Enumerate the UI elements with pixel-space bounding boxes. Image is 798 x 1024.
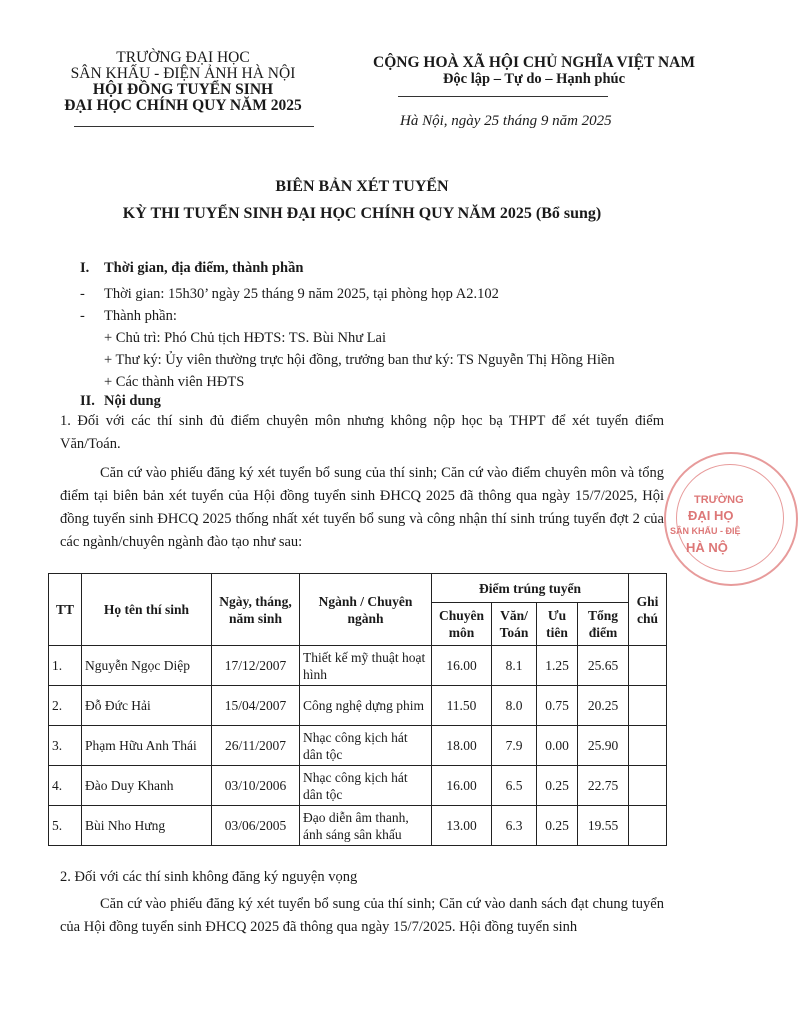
section-2-heading: Nội dung [104,393,161,409]
document-title: BIÊN BẢN XÉT TUYỂN [275,178,449,195]
cell-van-toan: 6.5 [492,766,537,806]
col-header-van-toan: Văn/ Toán [492,603,537,646]
cell-name: Đào Duy Khanh [82,766,212,806]
cell-van-toan: 7.9 [492,726,537,766]
col-header-note: Ghi chú [629,574,667,646]
issuer-program: ĐẠI HỌC CHÍNH QUY NĂM 2025 [64,97,302,114]
cell-name: Nguyễn Ngọc Diệp [82,646,212,686]
issuer-underline [74,126,314,127]
cell-tong-diem: 25.65 [578,646,629,686]
col-header-tt: TT [49,574,82,646]
cell-note [629,646,667,686]
seal-text: HÀ NỘ [686,540,728,555]
col-header-tong-diem: Tổng điểm [578,603,629,646]
cell-chuyen-mon: 16.00 [432,646,492,686]
cell-chuyen-mon: 16.00 [432,766,492,806]
cell-uu-tien: 0.00 [537,726,578,766]
cell-tt: 5. [49,806,82,846]
cell-tt: 1. [49,646,82,686]
bullet-dash: - [80,286,85,302]
cell-major: Công nghệ dựng phim [300,686,432,726]
cell-uu-tien: 0.25 [537,766,578,806]
cell-van-toan: 8.0 [492,686,537,726]
members-label: Thành phần: [104,308,177,324]
cell-note [629,806,667,846]
cell-van-toan: 8.1 [492,646,537,686]
cell-tong-diem: 19.55 [578,806,629,846]
national-motto: Độc lập – Tự do – Hạnh phúc [442,71,626,87]
issuer-council: HỘI ĐỒNG TUYỂN SINH [92,81,274,98]
cell-note [629,726,667,766]
cell-tong-diem: 25.90 [578,726,629,766]
member-others: + Các thành viên HĐTS [104,374,245,390]
col-header-uu-tien: Ưu tiên [537,603,578,646]
col-header-chuyen-mon: Chuyên môn [432,603,492,646]
issuer-school-name: SÂN KHẤU - ĐIỆN ẢNH HÀ NỘI [70,65,296,82]
paragraph-case-2: 2. Đối với các thí sinh không đăng ký nguyện vọng [60,869,358,885]
cell-dob: 15/04/2007 [212,686,300,726]
national-motto-block [345,54,723,88]
cell-dob: 03/06/2005 [212,806,300,846]
section-1-heading: Thời gian, địa điểm, thành phần [104,260,304,276]
seal-text: SÂN KHẤU - ĐIỆ [670,526,741,536]
cell-tt: 2. [49,686,82,726]
cell-tong-diem: 20.25 [578,686,629,726]
paragraph-case-2-basis: Căn cứ vào phiếu đăng ký xét tuyển bổ sung của thí sinh; Căn cứ vào danh sách đạt chung tuyển của Hội đồng tuyển sinh ĐHCQ 2025 đã thông qua ngày 15/7/2025. Hội đồng tuyển sinh [60,896,664,935]
document-subtitle: KỲ THI TUYỂN SINH ĐẠI HỌC CHÍNH QUY NĂM 2025 (Bổ sung) [122,205,602,222]
member-secretary: + Thư ký: Ủy viên thường trực hội đồng, trưởng ban thư ký: TS Nguyễn Thị Hồng Hiền [104,352,615,368]
table-row [49,726,667,766]
cell-tt: 4. [49,766,82,806]
cell-tt: 3. [49,726,82,766]
cell-dob: 03/10/2006 [212,766,300,806]
cell-uu-tien: 0.75 [537,686,578,726]
cell-dob: 17/12/2007 [212,646,300,686]
issuer-block [48,50,318,114]
cell-name: Phạm Hữu Anh Thái [82,726,212,766]
table-row [49,806,667,846]
cell-note [629,686,667,726]
cell-name: Đỗ Đức Hải [82,686,212,726]
table-row [49,646,667,686]
col-header-scores: Điểm trúng tuyển [432,574,629,603]
document-date: Hà Nội, ngày 25 tháng 9 năm 2025 [400,113,612,129]
paragraph-case-1: 1. Đối với các thí sinh đủ điểm chuyên môn nhưng không nộp học bạ THPT để xét tuyển điểm Văn/Toán. [60,413,664,452]
cell-name: Bùi Nho Hưng [82,806,212,846]
section-1-number: I. [80,260,90,276]
section-2-number: II. [80,393,95,409]
cell-uu-tien: 1.25 [537,646,578,686]
cell-major: Đạo diễn âm thanh, ánh sáng sân khấu [300,806,432,846]
seal-text: ĐẠI HỌ [688,508,734,523]
cell-uu-tien: 0.25 [537,806,578,846]
national-title: CỘNG HOÀ XÃ HỘI CHỦ NGHĨA VIỆT NAM [373,54,695,71]
cell-major: Nhạc công kịch hát dân tộc [300,766,432,806]
seal-text: TRƯỜNG [694,494,744,506]
cell-major: Nhạc công kịch hát dân tộc [300,726,432,766]
cell-note [629,766,667,806]
issuer-school: TRƯỜNG ĐẠI HỌC [116,49,250,66]
member-chair: + Chủ trì: Phó Chủ tịch HĐTS: TS. Bùi Như Lai [104,330,387,346]
admission-results-table [48,573,667,846]
paragraph-case-1-basis: Căn cứ vào phiếu đăng ký xét tuyển bổ sung của thí sinh; Căn cứ vào điểm chuyên môn và tổng điểm tại biên bản xét tuyển của Hội đồng tuyển sinh ĐHCQ 2025 đã thông qua ngày 15/7/2025, Hội đồng tuyển sinh ĐHCQ 2025 thống nhất xét tuyển bổ sung và công nhận thí sinh trúng tuyển đợt 2 của các ngành/chuyên ngành đào tạo như sau: [60,465,664,550]
col-header-name: Họ tên thí sinh [82,574,212,646]
cell-van-toan: 6.3 [492,806,537,846]
motto-underline [398,96,608,97]
col-header-major: Ngành / Chuyên ngành [300,574,432,646]
cell-major: Thiết kế mỹ thuật hoạt hình [300,646,432,686]
cell-tong-diem: 22.75 [578,766,629,806]
meeting-time: Thời gian: 15h30’ ngày 25 tháng 9 năm 2025, tại phòng họp A2.102 [104,286,499,302]
cell-dob: 26/11/2007 [212,726,300,766]
cell-chuyen-mon: 11.50 [432,686,492,726]
table-row [49,686,667,726]
cell-chuyen-mon: 13.00 [432,806,492,846]
table-header-row [49,574,667,603]
official-seal-stamp [664,452,798,586]
cell-chuyen-mon: 18.00 [432,726,492,766]
bullet-dash: - [80,308,85,324]
table-row [49,766,667,806]
col-header-dob: Ngày, tháng, năm sinh [212,574,300,646]
